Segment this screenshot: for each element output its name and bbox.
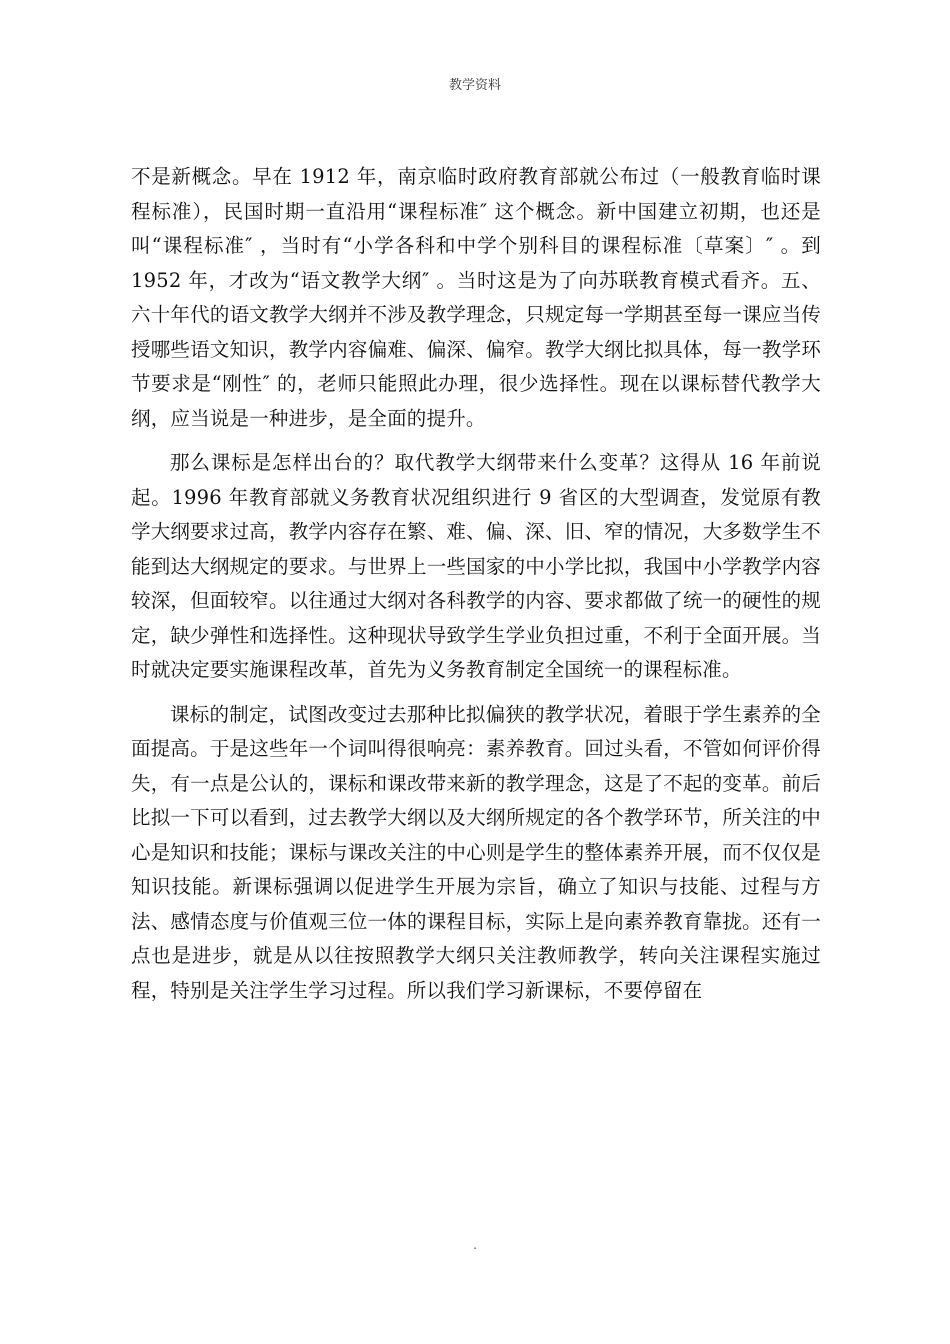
paragraph: 那么课标是怎样出台的？取代教学大纲带来什么变革？这得从 16 年前说起。1996 年教育部就义务教育状况组织进行 9 省区的大型调查，发觉原有教学大纲要求过高，教学内容存在繁、难、偏、深、旧、窄的情况，大多数学生不能到达大纲规定的要求。与世界上一些国家的中小学比拟，我国中小学教学内容较深，但面较窄。以往通过大纲对各科教学的内容、要求都做了统一的硬性的规定，缺少弹性和选择性。这种现状导致学生学业负担过重，不利于全面开展。当时就决定要实施课程改革，首先为义务教育制定全国统一的课程标准。 [131,451,821,681]
paragraph: 课标的制定，试图改变过去那种比拟偏狭的教学状况，着眼于学生素养的全面提高。于是这些年一个词叫得很响亮：素养教育。回过头看，不管如何评价得失，有一点是公认的，课标和课改带来新的教学理念，这是了不起的变革。前后比拟一下可以看到，过去教学大纲以及大纲所规定的各个教学环节，所关注的中心是知识和技能；课标与课改关注的中心则是学生的整体素养开展，而不仅仅是知识技能。新课标强调以促进学生开展为宗旨，确立了知识与技能、过程与方法、感情态度与价值观三位一体的课程目标，实际上是向素养教育靠拢。还有一点也是进步，就是从以往按照教学大纲只关注教师教学，转向关注课程实施过程，特别是关注学生学习过程。所以我们学习新课标，不要停留在 [131,702,821,1002]
page-header: 教学资料 [448,78,501,93]
paragraph: 不是新概念。早在 1912 年，南京临时政府教育部就公布过（一般教育临时课程标准），民国时期一直沿用“课程标准″ 这个概念。新中国建立初期，也还是叫“课程标准″ ，当时有“小学各科和中学个别科目的课程标准〔草案〕″ 。到 1952 年，才改为“语文教学大纲″ 。当时这是为了向苏联教育模式看齐。五、六十年代的语文教学大纲并不涉及教学理念，只规定每一学期甚至每一课应当传授哪些语文知识，教学内容偏难、偏深、偏窄。教学大纲比拟具体，每一教学环节要求是“刚性″ 的，老师只能照此办理，很少选择性。现在以课标替代教学大纲，应当说是一种进步，是全面的提升。 [131,165,821,430]
page-footer-mark: . [473,1238,477,1252]
document-body [131,160,821,1018]
